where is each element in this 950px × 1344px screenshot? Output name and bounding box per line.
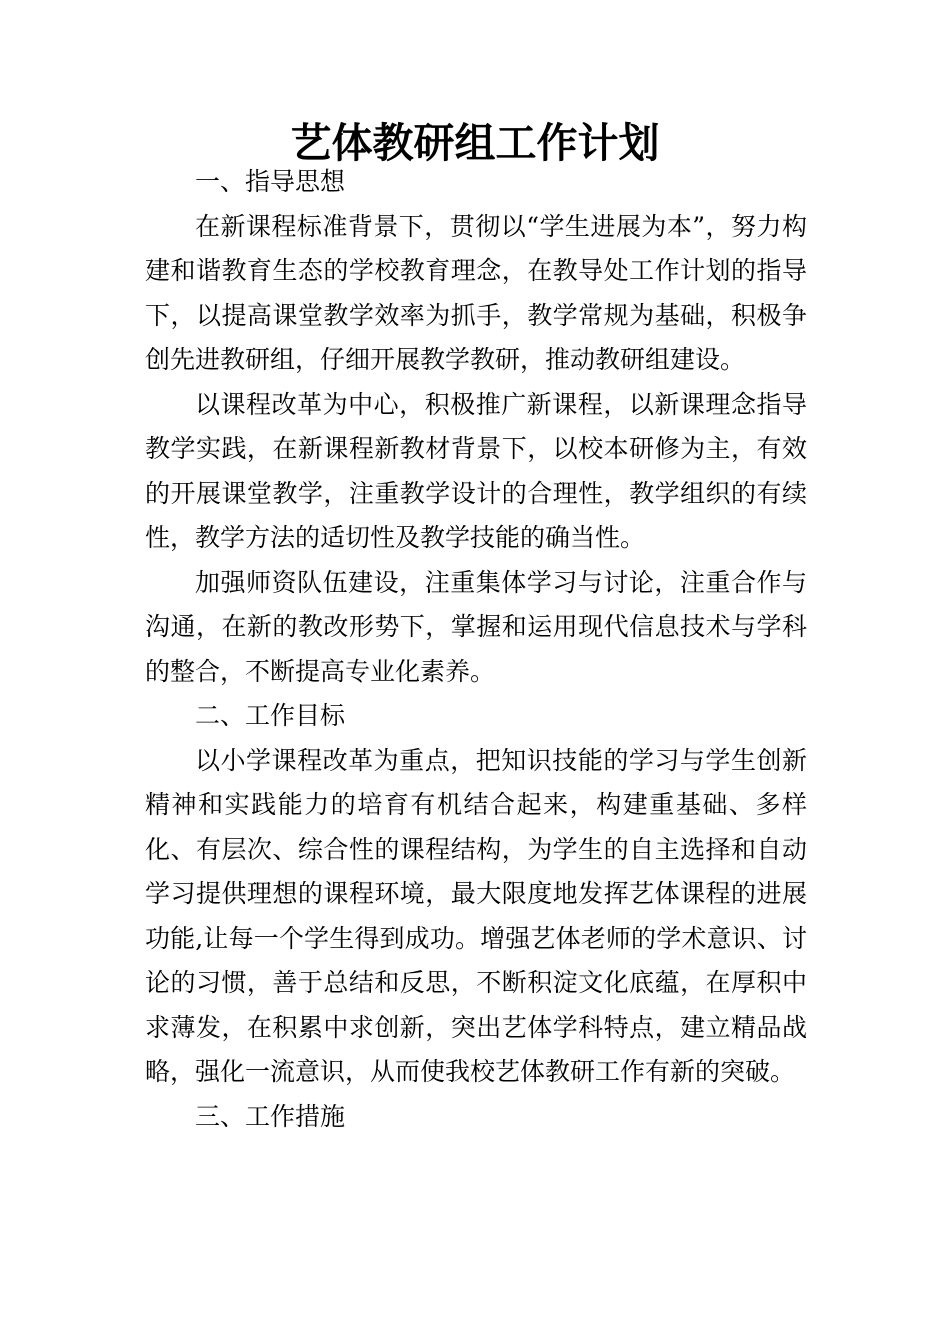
section-heading-work-measures: 三、工作措施: [195, 1101, 346, 1131]
paragraph-guiding-3: 加强师资队伍建设，注重集体学习与讨论，注重合作与沟通，在新的教改形势下，掌握和运用现代信息技术与学科的整合，不断提高专业化素养。: [145, 567, 807, 686]
section-heading-work-goals: 二、工作目标: [195, 701, 346, 730]
section-heading-guiding-ideology: 一、指导思想: [195, 167, 346, 196]
paragraph-work-goals: 以小学课程改革为重点，把知识技能的学习与学生创新精神和实践能力的培育有机结合起来，构建重基础、多样化、有层次、综合性的课程结构，为学生的自主选择和自动学习提供理想的课程环境，最大限度地发挥艺体课程的进展功能,让每一个学生得到成功。增强艺体老师的学术意识、讨论的习惯，善于总结和反思，不断积淀文化底蕴，在厚积中求薄发，在积累中求创新，突出艺体学科特点，建立精品战略，强化一流意识，从而使我校艺体教研工作有新的突破。: [145, 745, 807, 1086]
paragraph-guiding-1: 在新课程标准背景下，贯彻以“学生进展为本”，努力构建和谐教育生态的学校教育理念，在教导处工作计划的指导下，以提高课堂教学效率为抓手，教学常规为基础，积极争创先进教研组，仔细开展教学教研，推动教研组建设。: [145, 211, 807, 374]
document-body: [145, 160, 807, 1139]
page-title: 艺体教研组工作计划: [290, 119, 660, 167]
paragraph-guiding-2: 以课程改革为中心，积极推广新课程，以新课理念指导教学实践，在新课程新教材背景下，以校本研修为主，有效的开展课堂教学，注重教学设计的合理性，教学组织的有续性，教学方法的适切性及教学技能的确当性。: [145, 389, 807, 552]
